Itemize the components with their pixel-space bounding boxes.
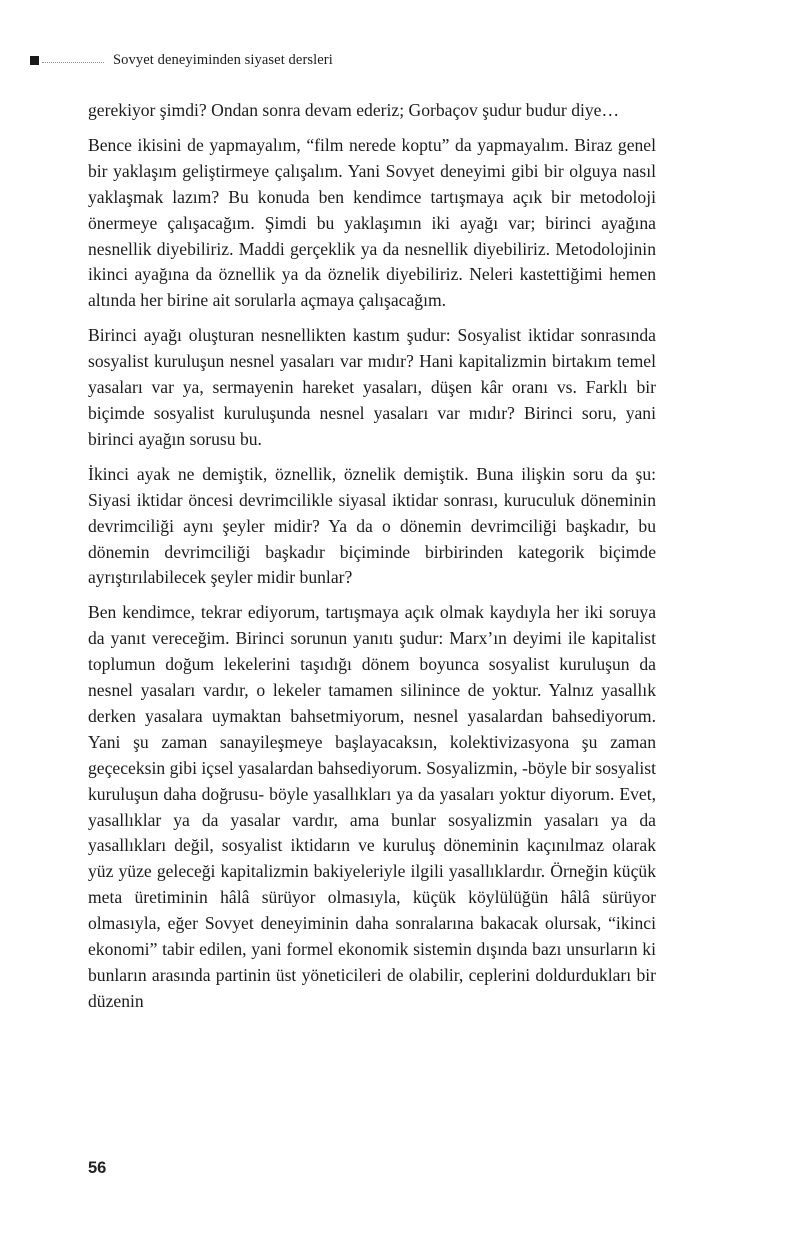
- paragraph: Bence ikisini de yapmayalım, “film nerede koptu” da yapmayalım. Biraz genel bir yaklaşım geliştirmeye çalışalım. Yani Sovyet deneyimi gibi bir olguya nasıl yaklaşmak lazım? Bu konuda ben kendimce tartışmaya açık bir metodoloji önermeye çalışacağım. Şimdi bu yaklaşımın iki ayağı var; birinci ayağına nesnellik diyebiliriz. Maddi gerçeklik ya da nesnellik diyebiliriz. Metodolojinin ikinci ayağına da öznellik ya da öznelik diyebiliriz. Neleri kastettiğimi hemen altında her birine ait sorularla açmaya çalışacağım.: [88, 134, 656, 311]
- filled-square-icon: [30, 56, 39, 65]
- running-header: [30, 50, 670, 70]
- paragraph: gerekiyor şimdi? Ondan sonra devam ederiz; Gorbaçov şudur budur diye…: [88, 100, 620, 120]
- body-text-column: [88, 98, 656, 1015]
- running-header-title: Sovyet deneyiminden siyaset dersleri: [113, 51, 333, 68]
- page-number: 56: [88, 1159, 107, 1177]
- dotted-rule-icon: [42, 62, 104, 64]
- paragraph: Birinci ayağı oluşturan nesnellikten kastım şudur: Sosyalist iktidar sonrasında sosyalist kuruluşun nesnel yasaları var mıdır? Hani kapitalizmin birtakım temel yasaları var ya, sermayenin hareket yasaları, düşen kâr oranı vs. Farklı bir biçimde sosyalist kuruluşunda nesnel yasaları var mıdır? Birinci soru, yani birinci ayağın sorusu bu.: [88, 325, 656, 449]
- paragraph: İkinci ayak ne demiştik, öznellik, öznelik demiştik. Buna ilişkin soru da şu: Siyasi iktidar öncesi devrimcilikle siyasal iktidar sonrası, kuruculuk döneminin devrimciliği aynı şeyler midir? Ya da o dönemin devrimciliği başkadır, bu dönemin devrimciliği başkadır biçiminde birbirinden kategorik biçimde ayrıştırılabilecek şeyler midir bunlar?: [88, 463, 656, 588]
- paragraph: Ben kendimce, tekrar ediyorum, tartışmaya açık olmak kaydıyla her iki soruya da yanıt vereceğim. Birinci sorunun yanıtı şudur: Marx’ın deyimi ile kapitalist toplumun doğum lekelerini taşıdığı dönem boyunca sosyalist kuruluşun da nesnel yasaları vardır, o lekeler tamamen silinince de yoktur. Yalnız yasallık derken yasalara uymaktan bahsetmiyorum, nesnel yasalardan bahsediyorum. Yani şu zaman sanayileşmeye başlayacaksın, kolektivizasyona şu zaman geçeceksin gibi içsel yasalardan bahsediyorum. Sosyalizmin, -böyle bir sosyalist kuruluşun daha doğrusu- böyle yasallıkları ya da yasaları yoktur diyorum. Evet, yasallıklar ya da yasalar vardır, ama bunlar sosyalizmin yasaları ya da yasallıkları değil, sosyalist iktidarın ve kuruluş döneminin kaçınılmaz olarak yüz yüze geleceği kapitalizmin bakiyeleriyle ilgili yasallıklardır. Örneğin küçük meta üretiminin hâlâ sürüyor olmasıyla, küçük köylülüğün hâlâ sürüyor olmasıyla, eğer Sovyet deneyiminin daha sonralarına bakacak olursak, “ikinci ekonomi” tabir edilen, yani formel ekonomik sistemin dışında bazı unsurların ki bunların arasında partinin üst yöneticileri de olabilir, ceplerini doldurdukları bir düzenin: [88, 602, 656, 1011]
